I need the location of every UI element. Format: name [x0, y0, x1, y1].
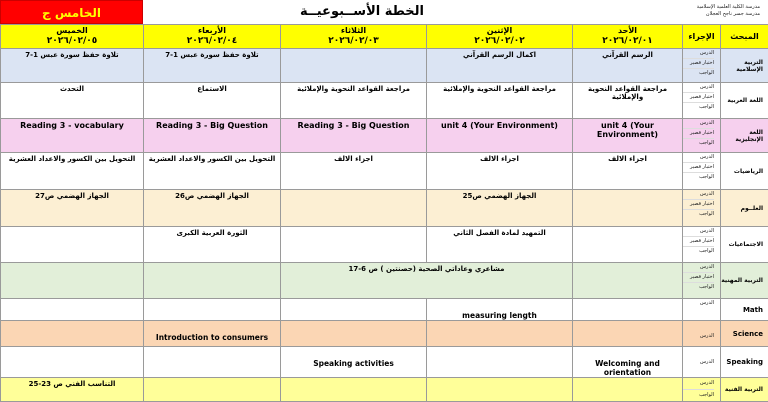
row-math	[1, 153, 768, 190]
cell-islamic-tue	[281, 49, 427, 83]
cell-health-tue-mon	[281, 263, 573, 299]
lesson-text: Reading 3 - vocabulary	[20, 121, 124, 130]
cell-health-wed	[144, 263, 281, 299]
lesson-text	[427, 378, 572, 380]
procedure-quiz: اختبار قصير	[683, 273, 714, 283]
header-procedure: الإجراء	[683, 25, 721, 49]
procedure-homework: الواجب	[699, 104, 714, 110]
lesson-text	[281, 190, 426, 192]
lesson-text: Reading 3 - Big Question	[156, 121, 268, 130]
lesson-text: اجزاء الالف	[334, 155, 373, 163]
row-english	[1, 119, 768, 153]
cell-science-thu	[1, 190, 144, 227]
cell-art-sun	[573, 378, 683, 402]
cell-engsci-tue	[281, 321, 427, 347]
lesson-text: اكمال الرسم القرآني	[462, 51, 537, 59]
row-social	[1, 227, 768, 263]
procedure-cell	[683, 321, 721, 347]
cell-speak-wed	[144, 347, 281, 378]
cell-engmath-wed	[144, 299, 281, 321]
cell-arabic-sun	[573, 83, 683, 119]
cell-english-tue	[281, 119, 427, 153]
cell-art-tue	[281, 378, 427, 402]
lesson-text	[144, 378, 280, 380]
lesson-text	[1, 347, 143, 359]
cell-health-thu	[1, 263, 144, 299]
subject-social: الاجتماعيات	[721, 227, 768, 263]
cell-math-tue	[281, 153, 427, 190]
procedure-cell	[683, 263, 721, 299]
lesson-text	[281, 321, 426, 333]
cell-math-wed	[144, 153, 281, 190]
cell-arabic-thu	[1, 83, 144, 119]
procedure-quiz: اختبار قصير	[683, 163, 714, 173]
cell-islamic-sun	[573, 49, 683, 83]
row-engmath	[1, 299, 768, 321]
lesson-text	[144, 347, 280, 359]
day-name: الأحد	[617, 26, 638, 35]
lesson-text: تلاوة حفظ سورة عبس 1-7	[165, 51, 259, 59]
lesson-text	[281, 299, 426, 311]
cell-math-mon	[427, 153, 573, 190]
lesson-text	[281, 378, 426, 380]
procedure-homework: الواجب	[699, 174, 714, 180]
lesson-text: التمهيد لمادة الفصل الثاني	[453, 229, 546, 237]
procedure-homework: الواجب	[699, 70, 714, 76]
subject-math: الرياضيات	[721, 153, 768, 190]
header-day-tue	[281, 25, 427, 49]
lesson-text	[1, 321, 143, 333]
school-line-1: مدرسة الكلية العلمية الإسلامية	[696, 4, 760, 10]
school-line-2: مدرسة جسر ناجح العجلان	[705, 11, 760, 17]
cell-health-sun	[573, 263, 683, 299]
row-speak	[1, 347, 768, 378]
lesson-text: الاستماع	[197, 85, 227, 93]
lesson-text	[427, 347, 572, 359]
lesson-text: measuring length	[462, 311, 537, 320]
cell-islamic-mon	[427, 49, 573, 83]
cell-engmath-mon	[427, 299, 573, 321]
lesson-text	[144, 299, 280, 311]
cell-english-wed	[144, 119, 281, 153]
subject-english: اللغة الإنجليزية	[721, 119, 768, 153]
cell-arabic-tue	[281, 83, 427, 119]
class-name: الخامس ج	[0, 0, 143, 24]
lesson-text	[281, 227, 426, 229]
procedure-cell	[683, 347, 721, 378]
subject-islamic: التربية الإسلامية	[721, 49, 768, 83]
cell-islamic-wed	[144, 49, 281, 83]
row-islamic	[1, 49, 768, 83]
procedure-lesson: الدرس	[683, 227, 714, 237]
lesson-text: Speaking activities	[313, 359, 394, 368]
procedure-lesson: الدرس	[683, 153, 714, 163]
procedure-quiz: اختبار قصير	[683, 93, 714, 103]
procedure-homework: الواجب	[699, 211, 714, 217]
cell-speak-tue	[281, 347, 427, 378]
lesson-text: اجزاء الالف	[608, 155, 647, 163]
procedure-lesson: الدرس	[699, 333, 714, 339]
lesson-text	[573, 227, 682, 229]
procedure-lesson: الدرس	[683, 49, 714, 59]
lesson-text: الجهاز الهضمي ص26	[175, 192, 249, 200]
procedure-lesson: الدرس	[683, 263, 714, 273]
cell-social-tue	[281, 227, 427, 263]
lesson-text: مشاعري وعاداتي الصحية (حصنتين ) ص 6-17	[348, 265, 505, 273]
lesson-text: الجهاز الهضمي ص25	[462, 192, 537, 200]
subject-engsci: Science	[721, 321, 768, 347]
subject-arabic: اللغة العربية	[721, 83, 768, 119]
header-subject: المبحث	[721, 25, 768, 49]
lesson-text	[573, 190, 682, 192]
cell-arabic-wed	[144, 83, 281, 119]
procedure-cell	[683, 83, 721, 119]
procedure-lesson: الدرس	[699, 359, 714, 365]
procedure-homework: الواجب	[699, 248, 714, 254]
lesson-text	[1, 227, 143, 229]
lesson-text: تلاوة حفظ سورة عبس 1-7	[25, 51, 119, 59]
header-day-thu	[1, 25, 144, 49]
lesson-text: Introduction to consumers	[155, 333, 269, 342]
subject-speak: Speaking	[721, 347, 768, 378]
subject-art: التربية الفنية	[721, 378, 768, 402]
cell-art-thu	[1, 378, 144, 402]
cell-speak-sun	[573, 347, 683, 378]
plan-table	[0, 24, 768, 402]
procedure-cell	[683, 378, 721, 402]
procedure-homework: الواجب	[699, 140, 714, 146]
row-science	[1, 190, 768, 227]
cell-engsci-sun	[573, 321, 683, 347]
cell-social-thu	[1, 227, 144, 263]
cell-engsci-thu	[1, 321, 144, 347]
lesson-text: مراجعة القواعد النحوية والإملائية	[297, 85, 410, 93]
lesson-text	[1, 299, 143, 311]
cell-social-wed	[144, 227, 281, 263]
row-art	[1, 378, 768, 402]
procedure-lesson: الدرس	[683, 378, 714, 390]
cell-science-wed	[144, 190, 281, 227]
school-name	[581, 0, 768, 24]
cell-speak-mon	[427, 347, 573, 378]
day-date: ٢٠٢٦/٠٢/٠٢	[474, 36, 525, 46]
procedure-quiz: اختبار قصير	[683, 59, 714, 69]
procedure-lesson: الدرس	[683, 119, 714, 129]
cell-social-sun	[573, 227, 683, 263]
lesson-text: unit 4 (Your Environment)	[596, 121, 659, 139]
procedure-cell	[683, 49, 721, 83]
lesson-text: التحدث	[59, 85, 84, 93]
cell-art-mon	[427, 378, 573, 402]
cell-arabic-mon	[427, 83, 573, 119]
lesson-text	[281, 49, 426, 51]
header-day-wed	[144, 25, 281, 49]
cell-math-sun	[573, 153, 683, 190]
row-engsci	[1, 321, 768, 347]
cell-engmath-tue	[281, 299, 427, 321]
cell-science-tue	[281, 190, 427, 227]
cell-english-thu	[1, 119, 144, 153]
lesson-text	[573, 321, 682, 333]
procedure-lesson: الدرس	[683, 190, 714, 200]
row-arabic	[1, 83, 768, 119]
cell-social-mon	[427, 227, 573, 263]
row-health	[1, 263, 768, 299]
day-date: ٢٠٢٦/٠٢/٠١	[602, 36, 653, 46]
lesson-text: Welcoming and orientation	[595, 359, 660, 377]
lesson-text: unit 4 (Your Environment)	[441, 121, 558, 130]
day-date: ٢٠٢٦/٠٢/٠٥	[46, 36, 98, 46]
subject-science: العلــوم	[721, 190, 768, 227]
page-title: الخطة الأســبوعيــة	[299, 4, 424, 19]
lesson-text: اجزاء الالف	[480, 155, 519, 163]
cell-english-sun	[573, 119, 683, 153]
subject-engmath: Math	[721, 299, 768, 321]
day-name: الأربعاء	[198, 26, 226, 35]
cell-math-thu	[1, 153, 144, 190]
cell-islamic-thu	[1, 49, 144, 83]
cell-engsci-mon	[427, 321, 573, 347]
procedure-lesson: الدرس	[683, 83, 714, 93]
day-name: الإثنين	[486, 26, 513, 35]
procedure-quiz: اختبار قصير	[683, 237, 714, 247]
lesson-text: مراجعة القواعد النحوية والإملائية	[443, 85, 556, 93]
cell-science-sun	[573, 190, 683, 227]
day-name: الخميس	[56, 26, 88, 35]
cell-engsci-wed	[144, 321, 281, 347]
procedure-cell	[683, 119, 721, 153]
lesson-text: الرسم القرآني	[602, 51, 653, 59]
lesson-text: التحويل بين الكسور والاعداد العشرية	[148, 155, 276, 163]
cell-engmath-sun	[573, 299, 683, 321]
day-name: الثلاثاء	[340, 26, 367, 35]
header-day-mon	[427, 25, 573, 49]
cell-art-wed	[144, 378, 281, 402]
day-date: ٢٠٢٦/٠٢/٠٤	[186, 36, 238, 46]
procedure-cell	[683, 299, 721, 321]
procedure-quiz: اختبار قصير	[683, 200, 714, 210]
cell-english-mon	[427, 119, 573, 153]
procedure-lesson: الدرس	[699, 300, 714, 306]
procedure-homework: الواجب	[699, 392, 714, 398]
cell-engmath-thu	[1, 299, 144, 321]
lesson-text: مراجعة القواعد النحوية والإملائية	[587, 85, 668, 101]
cell-science-mon	[427, 190, 573, 227]
subject-health: التربية المهنية	[721, 263, 768, 299]
procedure-cell	[683, 153, 721, 190]
procedure-homework: الواجب	[699, 284, 714, 290]
lesson-text: التناسب الفني ص 23-25	[28, 380, 116, 388]
lesson-text: Reading 3 - Big Question	[297, 121, 410, 130]
lesson-text: الجهاز الهضمي ص27	[35, 192, 109, 200]
cell-speak-thu	[1, 347, 144, 378]
header-day-sun	[573, 25, 683, 49]
lesson-text	[573, 299, 682, 311]
day-date: ٢٠٢٦/٠٢/٠٣	[328, 36, 379, 46]
procedure-quiz: اختبار قصير	[683, 129, 714, 139]
header-row	[1, 25, 768, 49]
lesson-text: الثورة العربية الكبرى	[176, 229, 248, 237]
procedure-cell	[683, 227, 721, 263]
procedure-cell	[683, 190, 721, 227]
lesson-text: التحويل بين الكسور والاعداد العشرية	[8, 155, 136, 163]
lesson-text	[427, 321, 572, 333]
lesson-text	[573, 378, 682, 380]
